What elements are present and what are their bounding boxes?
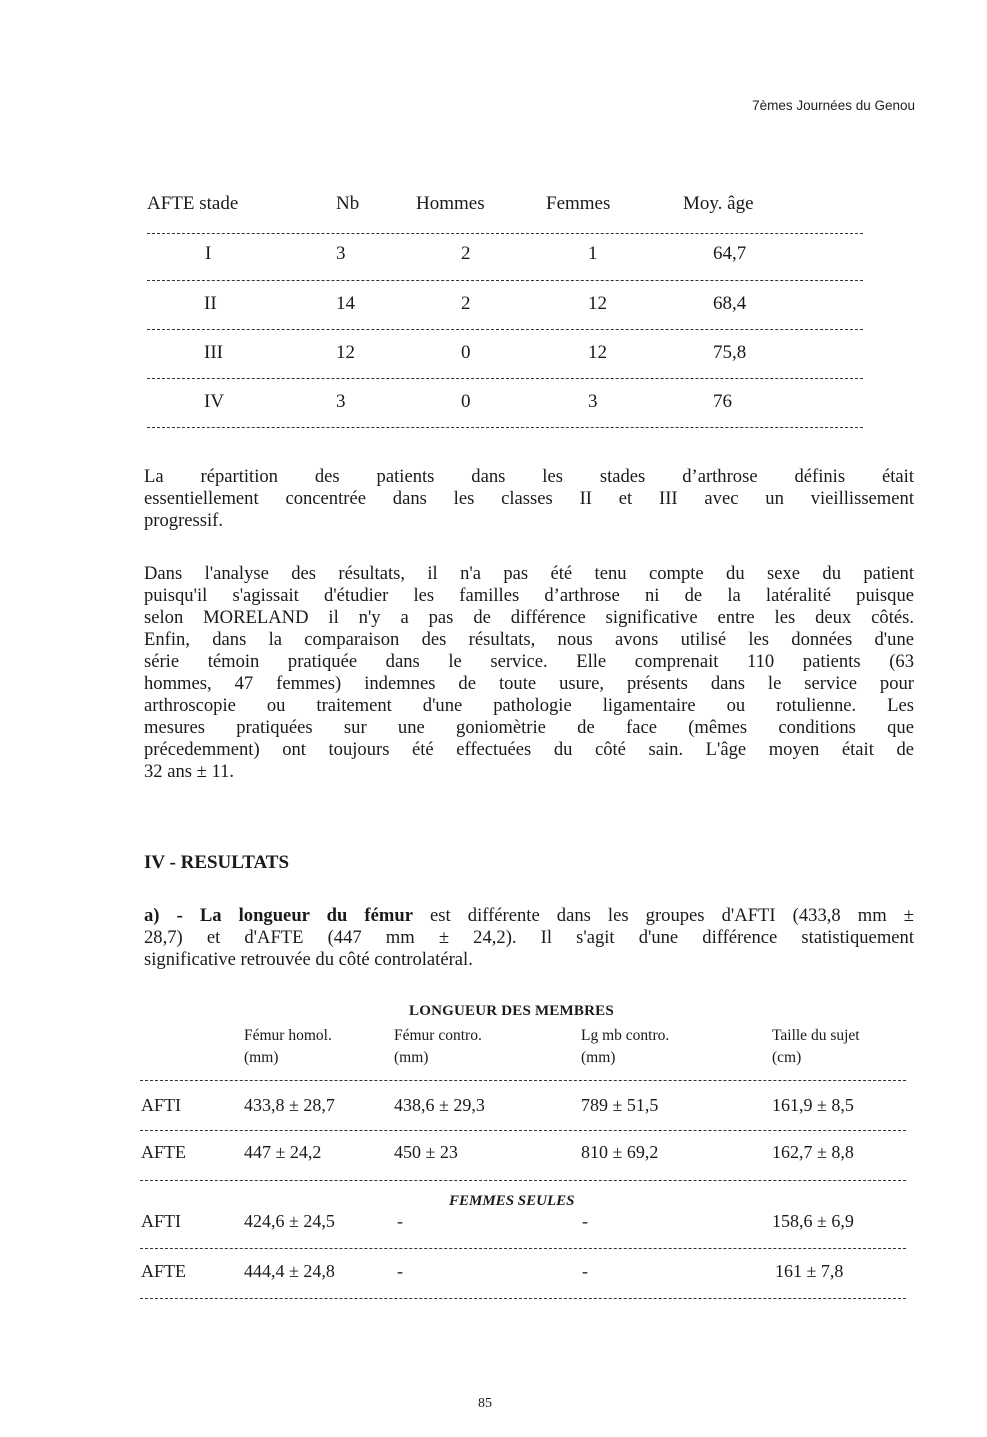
text-line: puisqu'il s'agissait d'étudier les familles d’arthrose ni de la latéralité puisque [144, 585, 914, 606]
table-rule [147, 233, 863, 234]
text-line: Enfin, dans la comparaison des résultats, nous avons utilisé les données d'une [144, 629, 914, 650]
table-cell: II [204, 293, 217, 314]
col-header-women: Femmes [546, 193, 611, 214]
text-line: arthroscopie ou traitement d'une pathologie ligamentaire ou rotulienne. Les [144, 695, 914, 716]
row-label: AFTE [141, 1142, 186, 1162]
col-header-stage: AFTE stade [147, 193, 239, 214]
table-cell: 0 [461, 391, 471, 412]
table-rule [147, 329, 863, 330]
bold-lead: a) - La longueur du fémur [144, 905, 413, 926]
table-cell: 444,4 ± 24,8 [244, 1261, 335, 1281]
text-line: mesures pratiquées sur une goniomètrie de face (mêmes conditions que [144, 717, 914, 738]
text-line: Dans l'analyse des résultats, il n'a pas été tenu compte du sexe du patient [144, 563, 914, 584]
table-cell: 2 [461, 293, 471, 314]
table-rule [147, 378, 863, 379]
text-line: série témoin pratiquée dans le service. Elle comprenait 110 patients (63 [144, 651, 914, 672]
table-cell: 3 [336, 243, 346, 264]
table-cell: 0 [461, 342, 471, 363]
table-cell: 3 [336, 391, 346, 412]
page-number: 85 [478, 1396, 492, 1411]
table-cell: III [204, 342, 223, 363]
table-title: LONGUEUR DES MEMBRES [409, 1003, 614, 1019]
table-cell: 450 ± 23 [394, 1142, 458, 1162]
table-cell: 810 ± 69,2 [581, 1142, 659, 1162]
text-line: progressif. [144, 510, 224, 531]
col-header-mean-age: Moy. âge [683, 193, 754, 214]
table-cell: 3 [588, 391, 598, 412]
col-unit: (mm) [581, 1049, 616, 1066]
col-header-nb: Nb [336, 193, 360, 214]
table-cell: 424,6 ± 24,5 [244, 1211, 335, 1231]
table-rule [147, 280, 863, 281]
table-cell: 68,4 [713, 293, 747, 314]
text-line: 32 ans ± 11. [144, 761, 235, 782]
paragraph-distribution [144, 466, 914, 532]
text-line: essentiellement concentrée dans les classes II et III avec un vieillissement [144, 488, 914, 509]
table-cell: 1 [588, 243, 598, 264]
text-line: significative retrouvée du côté controlatéral. [144, 949, 473, 970]
table-cell: 158,6 ± 6,9 [772, 1211, 854, 1231]
col-header-men: Hommes [416, 193, 485, 214]
table-cell: 12 [588, 342, 607, 363]
paragraph-femur-length [144, 905, 914, 971]
table-rule [140, 1298, 906, 1299]
col-header-femur-contro: Fémur contro. [394, 1027, 482, 1044]
col-header-limb-contro: Lg mb contro. [581, 1027, 670, 1044]
table-cell: - [582, 1261, 588, 1281]
table-cell: I [205, 243, 212, 264]
col-unit: (cm) [772, 1049, 802, 1066]
table-rule [140, 1130, 906, 1131]
table-cell: 14 [336, 293, 355, 314]
table-cell: 162,7 ± 8,8 [772, 1142, 854, 1162]
table-cell: - [582, 1211, 588, 1231]
text-line: précedemment) ont toujours été effectuées du côté sain. L'âge moyen était de [144, 739, 914, 760]
table-cell: IV [204, 391, 225, 412]
row-label: AFTE [141, 1261, 186, 1281]
paragraph-analysis [144, 563, 914, 783]
text-line: La répartition des patients dans les stades d’arthrose définis était [144, 466, 914, 487]
col-unit: (mm) [394, 1049, 429, 1066]
table-rule [147, 427, 863, 428]
table-cell: 438,6 ± 29,3 [394, 1095, 485, 1115]
text-line: selon MORELAND il n'y a pas de différence significative entre les deux côtés. [144, 607, 914, 628]
text-run: est différente dans les groupes d'AFTI (433,8 mm ± [412, 905, 914, 926]
row-label: AFTI [141, 1095, 181, 1115]
text-line: hommes, 47 femmes) indemnes de toute usure, présents dans le service pour [144, 673, 914, 694]
table-cell: 447 ± 24,2 [244, 1142, 322, 1162]
table-cell: 12 [336, 342, 355, 363]
table-cell: 161 ± 7,8 [775, 1261, 844, 1281]
table-subtitle: FEMMES SEULES [449, 1193, 575, 1209]
table-cell: 161,9 ± 8,5 [772, 1095, 854, 1115]
table-cell: 2 [461, 243, 471, 264]
table-cell: 789 ± 51,5 [581, 1095, 659, 1115]
col-header-height: Taille du sujet [772, 1027, 860, 1044]
row-label: AFTI [141, 1211, 181, 1231]
col-unit: (mm) [244, 1049, 279, 1066]
text-line: 28,7) et d'AFTE (447 mm ± 24,2). Il s'agit d'une différence statistiquement [144, 927, 914, 948]
running-header: 7èmes Journées du Genou [752, 98, 915, 113]
text-line [144, 905, 914, 927]
table-rule [140, 1180, 906, 1181]
table-cell: - [397, 1261, 403, 1281]
table-cell: 64,7 [713, 243, 747, 264]
col-header-femur-homol: Fémur homol. [244, 1027, 332, 1044]
table-cell: 76 [713, 391, 732, 412]
section-heading: IV - RESULTATS [144, 852, 290, 873]
table-cell: 75,8 [713, 342, 747, 363]
table-rule [140, 1080, 906, 1081]
table-cell: - [397, 1211, 403, 1231]
table-cell: 433,8 ± 28,7 [244, 1095, 335, 1115]
table-cell: 12 [588, 293, 607, 314]
table-rule [140, 1248, 906, 1249]
